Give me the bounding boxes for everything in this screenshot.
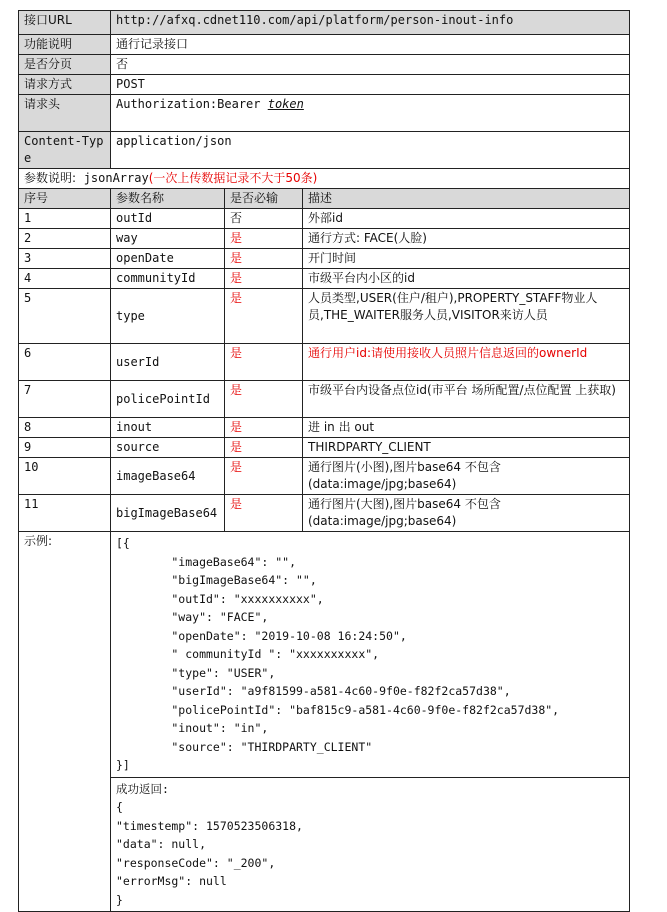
- row-param-name: way: [111, 229, 225, 249]
- row-no: 8: [19, 418, 111, 438]
- request-code-line: "policePointId": "baf815c9-a581-4c60-9f0e-f82f2ca57d38",: [116, 702, 560, 717]
- col-header-name: 参数名称: [111, 189, 225, 209]
- params-row: [19, 169, 630, 189]
- table-row: [19, 418, 630, 438]
- row-required: 否: [225, 209, 303, 229]
- ctype-row: [19, 132, 630, 169]
- row-no: 5: [19, 289, 111, 344]
- paging-value: 否: [111, 55, 630, 75]
- func-value: 通行记录接口: [111, 35, 630, 55]
- row-required: 是: [225, 229, 303, 249]
- paging-label: 是否分页: [19, 55, 111, 75]
- example-label: 示例:: [19, 532, 111, 912]
- row-desc: 通行图片(大图),图片base64 不包含(data:image/jpg;base64): [303, 495, 630, 532]
- row-required: 是: [225, 495, 303, 532]
- row-required: 是: [225, 381, 303, 418]
- row-desc: 开门时间: [303, 249, 630, 269]
- response-code-line: "data": null,: [116, 837, 207, 851]
- params-label: 参数说明:: [24, 171, 77, 185]
- row-required: 是: [225, 438, 303, 458]
- example-response-code: [111, 777, 630, 912]
- col-header-no: 序号: [19, 189, 111, 209]
- request-code-line: "userId": "a9f81599-a581-4c60-9f0e-f82f2ca57d38",: [116, 684, 511, 698]
- params-cell: [19, 169, 630, 189]
- header-value-prefix: Authorization:Bearer: [116, 97, 268, 111]
- row-param-name: bigImageBase64: [111, 495, 225, 532]
- table-row: [19, 495, 630, 532]
- request-code-line: [{: [116, 536, 130, 550]
- row-param-name: communityId: [111, 269, 225, 289]
- method-value: POST: [111, 75, 630, 95]
- row-required: 是: [225, 344, 303, 381]
- example-request-row: [19, 532, 630, 778]
- response-code-line: {: [116, 800, 123, 814]
- row-desc: 通行用户id:请使用接收人员照片信息返回的ownerId: [303, 344, 630, 381]
- row-required: 是: [225, 418, 303, 438]
- row-required: 是: [225, 249, 303, 269]
- response-code-line: 成功返回:: [116, 781, 169, 796]
- row-desc: 进 in 出 out: [303, 418, 630, 438]
- request-code-line: "imageBase64": "",: [116, 554, 297, 569]
- ctype-value: application/json: [111, 132, 630, 169]
- row-desc: 市级平台内设备点位id(市平台 场所配置/点位配置 上获取): [303, 381, 630, 418]
- response-code-line: "responseCode": "_200",: [116, 855, 276, 870]
- row-no: 9: [19, 438, 111, 458]
- table-row: [19, 229, 630, 249]
- row-param-name: source: [111, 438, 225, 458]
- func-row: [19, 35, 630, 55]
- ctype-label: Content-Type: [19, 132, 111, 169]
- col-header-desc: 描述: [303, 189, 630, 209]
- row-no: 7: [19, 381, 111, 418]
- request-code-line: " communityId ": "xxxxxxxxxx",: [116, 647, 380, 661]
- params-type: jsonArray: [83, 171, 149, 185]
- response-code-line: }: [116, 892, 123, 907]
- row-no: 6: [19, 344, 111, 381]
- request-code-line: "bigImageBase64": "",: [116, 573, 317, 587]
- row-no: 11: [19, 495, 111, 532]
- row-param-name: type: [111, 289, 225, 344]
- example-response-row: [19, 777, 630, 912]
- func-label: 功能说明: [19, 35, 111, 55]
- method-label: 请求方式: [19, 75, 111, 95]
- method-row: [19, 75, 630, 95]
- row-required: 是: [225, 289, 303, 344]
- row-desc: 通行图片(小图),图片base64 不包含(data:image/jpg;base64): [303, 458, 630, 495]
- request-code-line: "inout": "in",: [116, 721, 269, 735]
- col-header-required: 是否必输: [225, 189, 303, 209]
- request-code-line: "source": "THIRDPARTY_CLIENT": [116, 739, 373, 754]
- table-row: [19, 289, 630, 344]
- header-value: [111, 95, 630, 132]
- row-param-name: openDate: [111, 249, 225, 269]
- example-request-code: [111, 532, 630, 778]
- row-required: 是: [225, 458, 303, 495]
- row-desc: 市级平台内小区的id: [303, 269, 630, 289]
- row-no: 10: [19, 458, 111, 495]
- request-code-line: "outId": "xxxxxxxxxx",: [116, 591, 324, 606]
- params-note: (一次上传数据记录不大于50条): [148, 171, 318, 185]
- response-code-line: "errorMsg": null: [116, 874, 227, 888]
- row-required: 是: [225, 269, 303, 289]
- table-row: [19, 209, 630, 229]
- request-code-line: "type": "USER",: [116, 665, 276, 680]
- table-row: [19, 249, 630, 269]
- table-row: [19, 344, 630, 381]
- table-row: [19, 438, 630, 458]
- api-doc-table: [18, 10, 630, 912]
- request-code-line: "openDate": "2019-10-08 16:24:50",: [116, 628, 407, 643]
- header-token: token: [267, 97, 304, 111]
- paging-row: [19, 55, 630, 75]
- request-code-line: "way": "FACE",: [116, 610, 269, 624]
- request-code-line: }]: [116, 758, 130, 772]
- row-param-name: outId: [111, 209, 225, 229]
- row-desc: 人员类型,USER(住户/租户),PROPERTY_STAFF物业人员,THE_WAITER服务人员,VISITOR来访人员: [303, 289, 630, 344]
- row-no: 1: [19, 209, 111, 229]
- table-row: [19, 269, 630, 289]
- url-row: [19, 11, 630, 35]
- url-label: 接口URL: [19, 11, 111, 35]
- row-no: 2: [19, 229, 111, 249]
- table-row: [19, 381, 630, 418]
- url-value: http://afxq.cdnet110.com/api/platform/person-inout-info: [111, 11, 630, 35]
- row-desc: 通行方式: FACE(人脸): [303, 229, 630, 249]
- header-label: 请求头: [19, 95, 111, 132]
- row-param-name: userId: [111, 344, 225, 381]
- table-row: [19, 458, 630, 495]
- table-header-row: [19, 189, 630, 209]
- row-desc: 外部id: [303, 209, 630, 229]
- response-code-line: "timestemp": 1570523506318,: [116, 818, 303, 833]
- param-rows: [19, 209, 630, 532]
- row-no: 3: [19, 249, 111, 269]
- row-no: 4: [19, 269, 111, 289]
- header-row: [19, 95, 630, 132]
- row-param-name: imageBase64: [111, 458, 225, 495]
- row-param-name: inout: [111, 418, 225, 438]
- row-param-name: policePointId: [111, 381, 225, 418]
- row-desc: THIRDPARTY_CLIENT: [303, 438, 630, 458]
